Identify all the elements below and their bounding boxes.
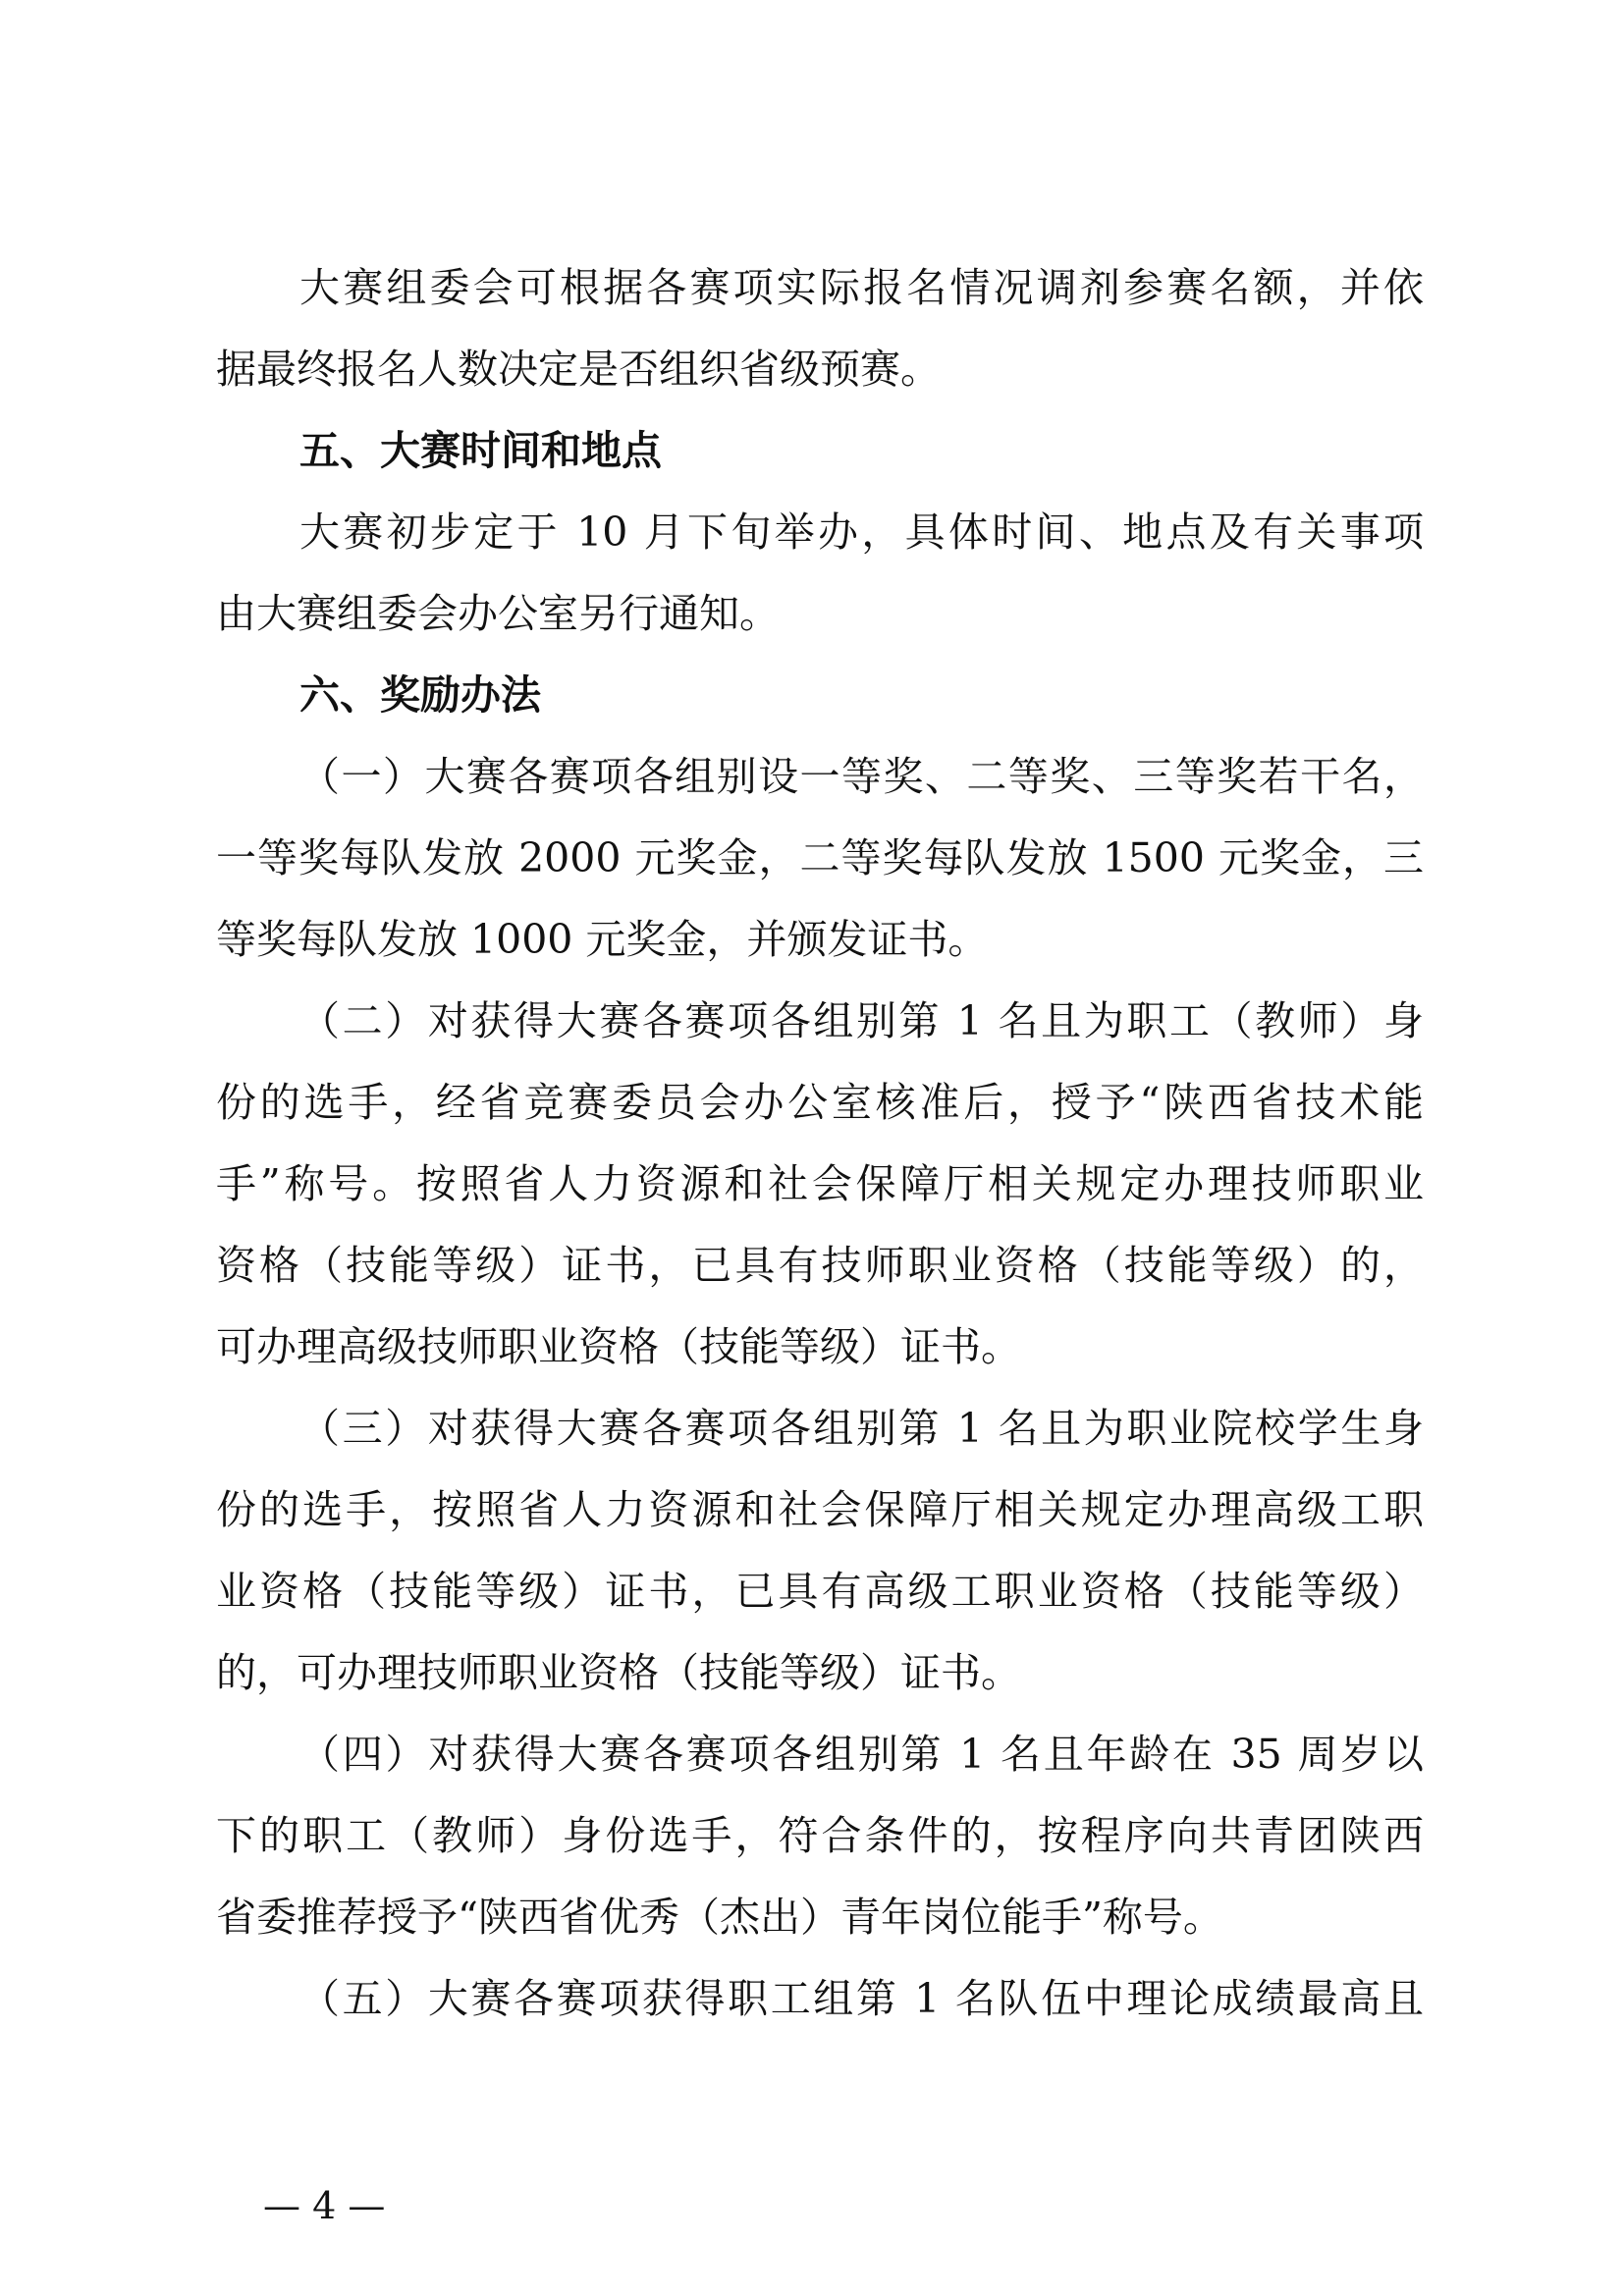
paragraph-line: （三）对获得大赛各赛项各组别第 1 名且为职业院校学生身	[299, 1405, 1424, 1452]
paragraph-line: 据最终报名人数决定是否组织省级预赛。	[216, 346, 941, 393]
paragraph-line: 业资格（技能等级）证书，已具有高级工职业资格（技能等级）	[216, 1568, 1424, 1615]
paragraph-line: 可办理高级技师职业资格（技能等级）证书。	[216, 1323, 1021, 1370]
paragraph-line: 手”称号。按照省人力资源和社会保障厅相关规定办理技师职业	[216, 1160, 1424, 1207]
paragraph-line: 大赛初步定于 10 月下旬举办，具体时间、地点及有关事项	[299, 508, 1424, 556]
section-heading: 五、大赛时间和地点	[299, 427, 662, 474]
paragraph-line: 份的选手，按照省人力资源和社会保障厅相关规定办理高级工职	[216, 1486, 1424, 1533]
paragraph-line: 下的职工（教师）身份选手，符合条件的，按程序向共青团陕西	[216, 1812, 1424, 1859]
paragraph-line: 份的选手，经省竞赛委员会办公室核准后，授予“陕西省技术能	[216, 1079, 1424, 1126]
paragraph-line: 等奖每队发放 1000 元奖金，并颁发证书。	[216, 916, 989, 963]
paragraph-line: 由大赛组委会办公室另行通知。	[216, 590, 780, 637]
paragraph-line: （五）大赛各赛项获得职工组第 1 名队伍中理论成绩最高且	[299, 1975, 1424, 2022]
page-number: — 4 —	[263, 2184, 386, 2227]
paragraph-line: 省委推荐授予“陕西省优秀（杰出）青年岗位能手”称号。	[216, 1894, 1223, 1941]
paragraph-line: （二）对获得大赛各赛项各组别第 1 名且为职工（教师）身	[299, 997, 1424, 1044]
section-heading: 六、奖励办法	[299, 671, 541, 719]
paragraph-line: 大赛组委会可根据各赛项实际报名情况调剂参赛名额，并依	[299, 264, 1424, 311]
paragraph-line: （四）对获得大赛各赛项各组别第 1 名且年龄在 35 周岁以	[299, 1731, 1424, 1778]
paragraph-line: 资格（技能等级）证书，已具有技师职业资格（技能等级）的，	[216, 1242, 1424, 1289]
paragraph-line: 的，可办理技师职业资格（技能等级）证书。	[216, 1649, 1021, 1696]
paragraph-line: 一等奖每队发放 2000 元奖金，二等奖每队发放 1500 元奖金，三	[216, 834, 1424, 881]
paragraph-line: （一）大赛各赛项各组别设一等奖、二等奖、三等奖若干名，	[299, 753, 1424, 800]
